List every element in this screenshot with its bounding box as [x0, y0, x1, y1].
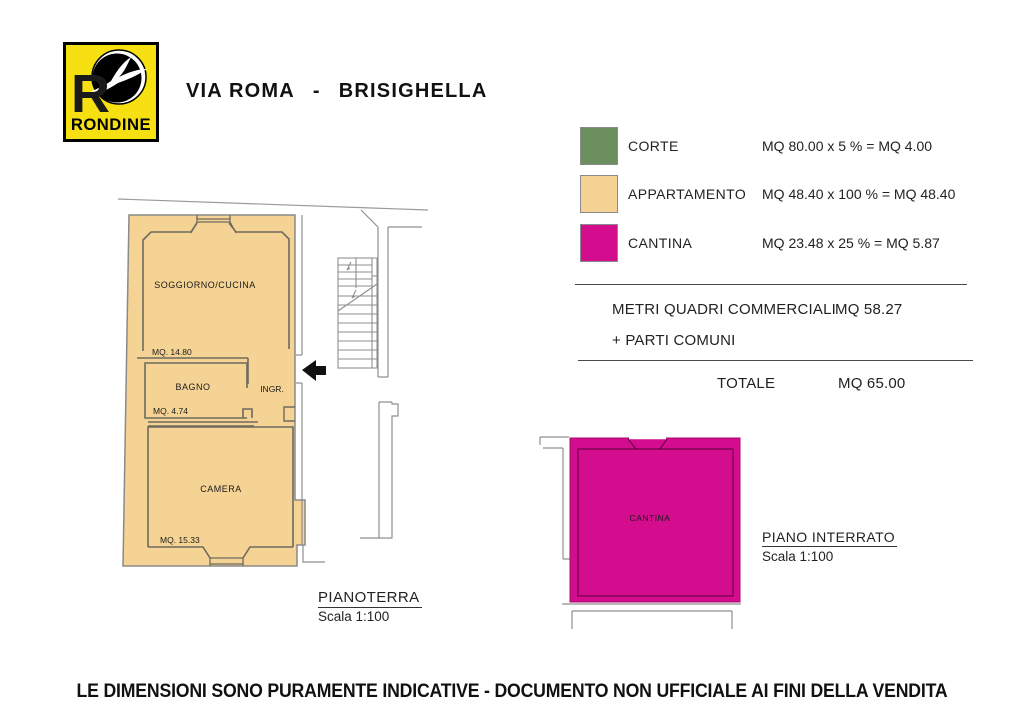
basement-scale: Scala 1:100 — [762, 549, 834, 564]
basement-caption-title: PIANO INTERRATO — [762, 529, 896, 545]
basement-plan — [535, 425, 770, 640]
room-area-soggiorno: MQ. 14.80 — [152, 347, 192, 357]
legend-label: CORTE — [628, 138, 679, 154]
title-street: VIA ROMA — [186, 80, 295, 102]
ground-floor-scale: Scala 1:100 — [318, 609, 390, 624]
title-separator: - — [312, 80, 321, 102]
staircase — [338, 258, 377, 368]
room-label-ingresso: INGR. — [260, 384, 284, 394]
legend-formula: MQ 48.40 x 100 % = MQ 48.40 — [762, 186, 956, 202]
legend-row-cantina — [580, 224, 940, 262]
room-label-cantina: CANTINA — [629, 513, 671, 523]
disclaimer-text: LE DIMENSIONI SONO PURAMENTE INDICATIVE - DOCUMENTO NON UFFICIALE AI FINI DELLA VENDITA — [76, 681, 948, 702]
lower-right-wall — [360, 402, 398, 538]
corte-color-swatch — [580, 127, 618, 165]
entrance-arrow-icon — [302, 360, 326, 381]
logo-brand-text: RONDINE — [70, 115, 152, 134]
ground-floor-plan — [60, 195, 470, 640]
room-label-camera: CAMERA — [200, 484, 242, 494]
page-title — [186, 80, 488, 103]
stairwell-wall — [361, 210, 422, 377]
basement-caption — [762, 529, 897, 547]
summary-divider-top — [575, 284, 967, 285]
agency-logo — [63, 42, 159, 142]
legend-row-corte — [580, 127, 932, 165]
logo-letter: R — [71, 64, 110, 117]
legend-formula: MQ 80.00 x 5 % = MQ 4.00 — [762, 138, 933, 154]
cantina-color-swatch — [580, 224, 618, 262]
legend-label: APPARTAMENTO — [628, 186, 747, 202]
room-label-bagno: BAGNO — [175, 382, 211, 392]
summary-divider-bottom — [578, 360, 973, 361]
legend-label: CANTINA — [628, 235, 693, 251]
total-value: MQ 65.00 — [838, 375, 906, 392]
room-area-bagno: MQ. 4.74 — [153, 406, 188, 416]
swallow-logo-graphic — [66, 45, 156, 117]
site-boundary-line — [118, 199, 428, 210]
ground-floor-caption — [318, 589, 422, 608]
room-label-soggiorno: SOGGIORNO/CUCINA — [154, 280, 256, 290]
commercial-sqm-value: MQ 58.27 — [835, 301, 903, 318]
legend-row-appartamento — [580, 175, 955, 213]
total-label: TOTALE — [717, 375, 776, 392]
commercial-sqm-label: METRI QUADRI COMMERCIALI — [612, 301, 836, 318]
room-area-camera: MQ. 15.33 — [160, 535, 200, 545]
ground-floor-caption-title: PIANOTERRA — [318, 589, 420, 606]
legend-formula: MQ 23.48 x 25 % = MQ 5.87 — [762, 235, 940, 251]
appartamento-color-swatch — [580, 175, 618, 213]
common-parts-label: + PARTI COMUNI — [612, 332, 736, 349]
title-city: BRISIGHELLA — [338, 80, 488, 102]
